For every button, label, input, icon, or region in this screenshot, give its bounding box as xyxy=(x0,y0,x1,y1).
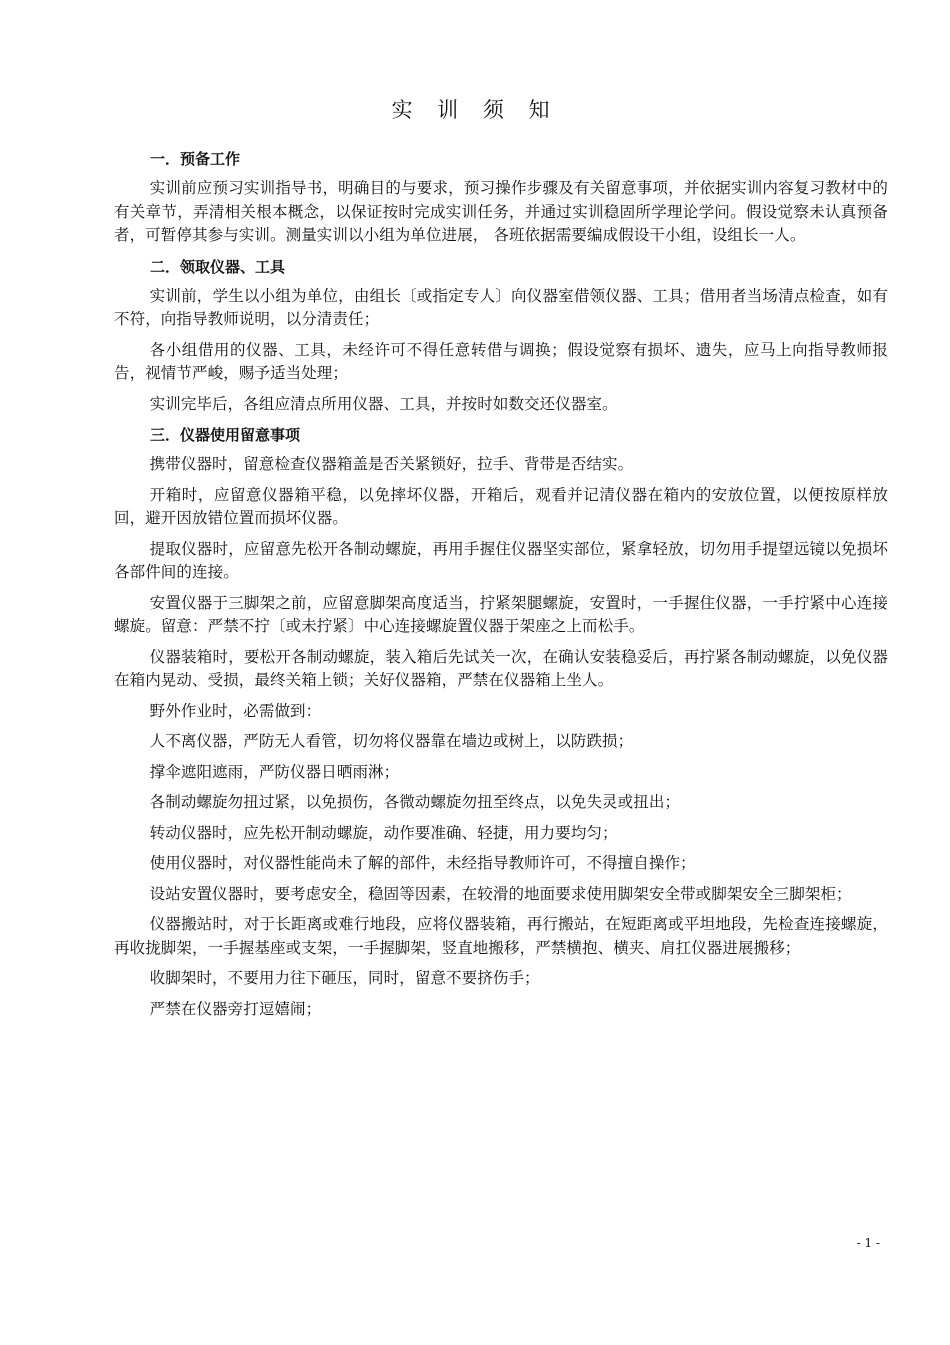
paragraph: 实训前应预习实训指导书，明确目的与要求，预习操作步骤及有关留意事项，并依据实训内容复习教材中的有关章节，弄清相关根本概念，以保证按时完成实训任务，并通过实训稳固所学理论学问。假设觉察未认真预备者，可暂停其参与实训。测量实训以小组为单位进展， 各班依据需要编成假设干小组，设组长一人。 xyxy=(114,179,888,244)
paragraph: 携带仪器时，留意检查仪器箱盖是否关紧锁好，拉手、背带是否结实。 xyxy=(149,455,634,473)
page-title: 实 训 须 知 xyxy=(391,98,559,122)
section-heading-borrow-instruments: 二．领取仪器、工具 xyxy=(150,257,286,276)
paragraph: 野外作业时，必需做到： xyxy=(149,701,322,720)
paragraph: 各制动螺旋勿扭过紧，以免损伤，各微动螺旋勿扭至终点，以免失灵或扭出； xyxy=(149,793,681,811)
paragraph: 转动仪器时，应先松开制动螺旋，动作要准确、轻捷，用力要均匀； xyxy=(149,823,618,842)
paragraph: 人不离仪器，严防无人看管，切勿将仪器靠在墙边或树上，以防跌损； xyxy=(149,732,634,750)
paragraph: 仪器装箱时，要松开各制动螺旋，装入箱后先试关一次，在确认安装稳妥后，再拧紧各制动螺旋，以免仪器在箱内晃动、受损，最终关箱上锁；关好仪器箱，严禁在仪器箱上坐人。 xyxy=(114,647,888,689)
section-heading-instrument-precautions: 三．仪器使用留意事项 xyxy=(150,426,301,444)
paragraph: 实训完毕后，各组应清点所用仪器、工具，并按时如数交还仪器室。 xyxy=(149,394,618,413)
paragraph: 各小组借用的仪器、工具，未经许可不得任意转借与调换；假设觉察有损坏、遗失，应马上向指导教师报告，视情节严峻，赐予适当处理； xyxy=(114,340,888,382)
document-body xyxy=(114,147,888,1028)
paragraph: 实训前，学生以小组为单位，由组长〔或指定专人〕向仪器室借领仪器、工具；借用者当场清点检查，如有不符，向指导教师说明，以分清责任； xyxy=(114,286,888,328)
section-heading-preparation: 一．预备工作 xyxy=(150,150,241,168)
paragraph: 收脚架时，不要用力往下砸压，同时，留意不要挤伤手； xyxy=(149,969,540,987)
paragraph: 开箱时，应留意仪器箱平稳，以免摔坏仪器，开箱后，观看并记清仪器在箱内的安放位置，以便按原样放回，避开因放错位置而损坏仪器。 xyxy=(114,485,888,527)
paragraph: 提取仪器时，应留意先松开各制动螺旋，再用手握住仪器坚实部位，紧拿轻放，切勿用手提望远镜以免损坏各部件间的连接。 xyxy=(114,539,888,581)
paragraph: 仪器搬站时，对于长距离或难行地段，应将仪器装箱，再行搬站，在短距离或平坦地段，先检查连接螺旋，再收拢脚架，一手握基座或支架，一手握脚架，竖直地搬移，严禁横抱、横夹、肩扛仪器进展搬移； xyxy=(114,915,888,957)
page-number: - 1 - xyxy=(856,1236,880,1250)
paragraph: 使用仪器时，对仪器性能尚未了解的部件，未经指导教师许可，不得擅自操作； xyxy=(149,854,696,872)
paragraph: 安置仪器于三脚架之前，应留意脚架高度适当，拧紧架腿螺旋，安置时，一手握住仪器，一手拧紧中心连接螺旋。留意：严禁不拧〔或未拧紧〕中心连接螺旋置仪器于架座之上而松手。 xyxy=(114,593,888,635)
paragraph: 撑伞遮阳遮雨，严防仪器日晒雨淋； xyxy=(149,762,400,781)
paragraph: 严禁在仪器旁打逗嬉闹； xyxy=(149,999,322,1018)
paragraph: 设站安置仪器时，要考虑安全，稳固等因素，在较滑的地面要求使用脚架安全带或脚架安全三脚架柜； xyxy=(149,884,852,903)
